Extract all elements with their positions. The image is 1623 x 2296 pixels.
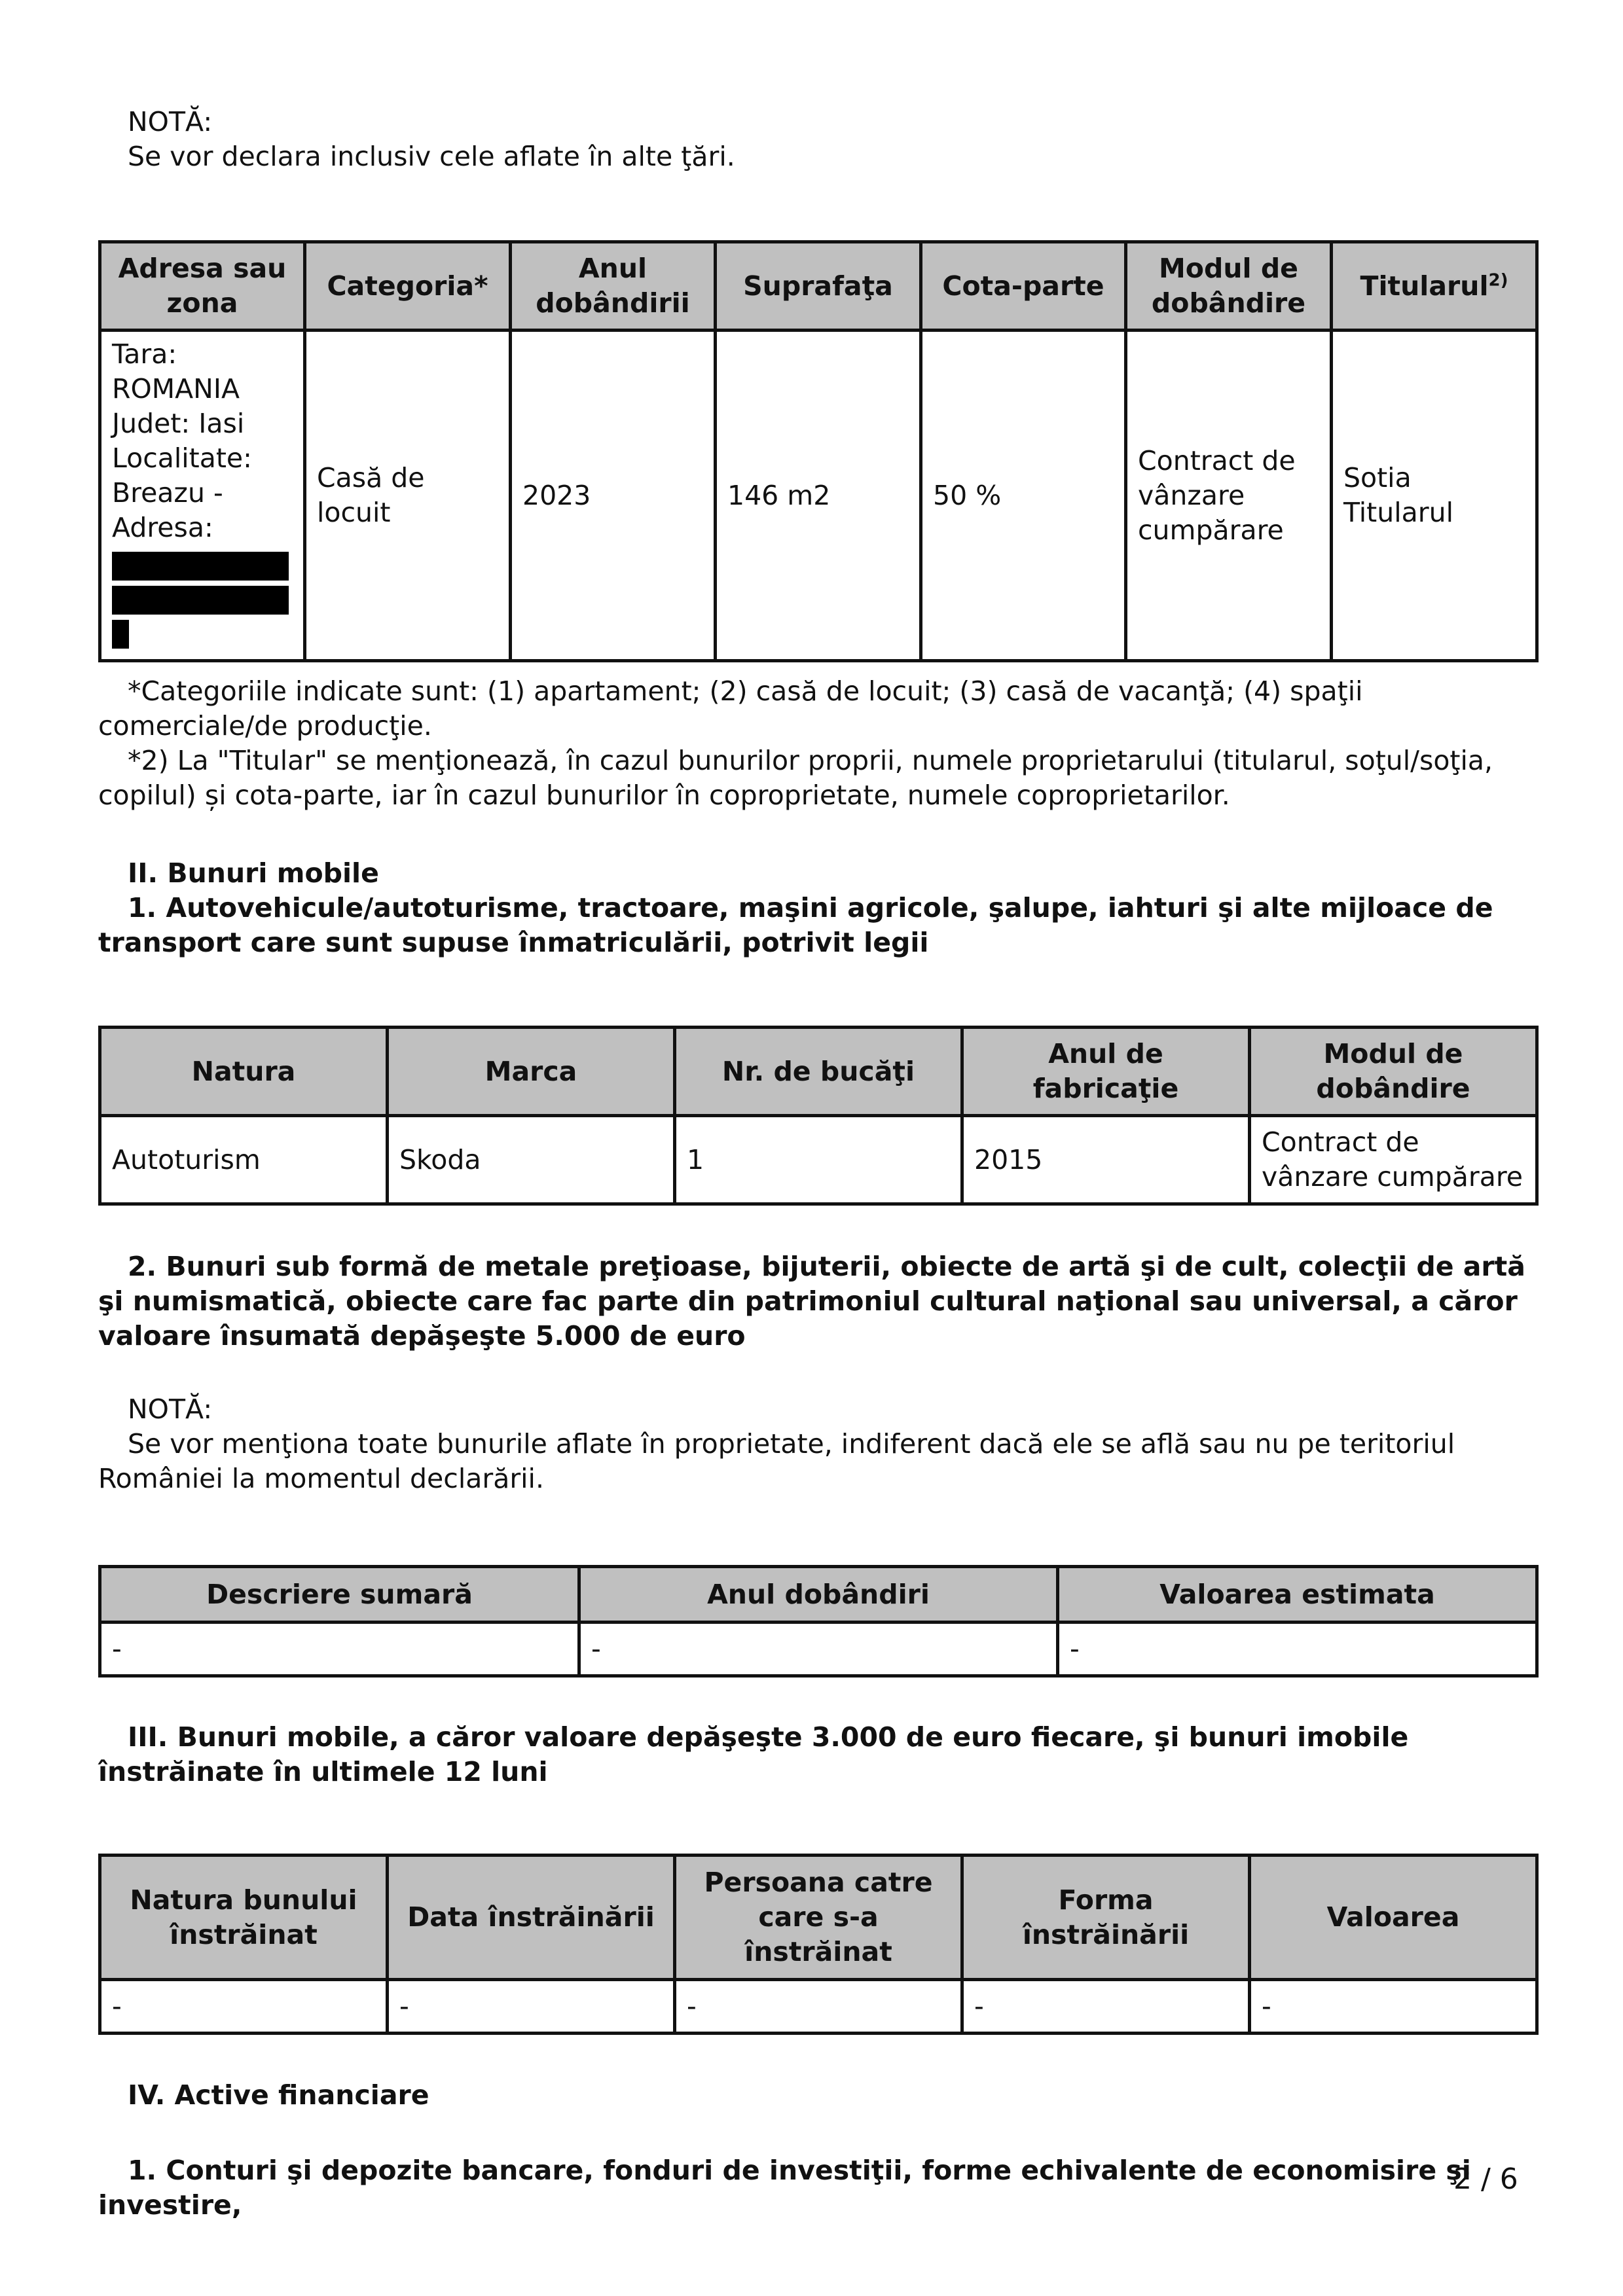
note-label: NOTĂ: [128, 106, 213, 137]
holder-label: Titularul [1360, 270, 1489, 302]
col-header-acquisition-mode: Modul de dobândire [1250, 1028, 1537, 1116]
cell-area: 146 m2 [716, 331, 921, 661]
precious-goods-table-wrap [98, 1565, 1535, 1677]
col-header-manufacture-year: Anul de fabricaţie [962, 1028, 1250, 1116]
holder-footnote-mark: 2) [1488, 270, 1508, 290]
alienated-goods-table [98, 1854, 1539, 2035]
col-header-date: Data înstrăinării [388, 1856, 675, 1980]
col-header-brand: Marca [388, 1028, 675, 1116]
section-title: II. Bunuri mobile [128, 857, 379, 889]
cell-date: - [388, 1980, 675, 2034]
cell-value: - [1250, 1980, 1537, 2034]
section-title: IV. Active financiare [128, 2079, 429, 2111]
alienated-goods-table-wrap [98, 1854, 1535, 2035]
footnotes [98, 674, 1535, 813]
footnote-categories: *Categoriile indicate sunt: (1) apartament; (2) casă de locuit; (3) casă de vacanţă; (4) spaţii comerciale/de producţie. [98, 675, 1363, 742]
col-header-year: Anul dobândirii [511, 242, 716, 331]
col-header-address: Adresa sau zona [100, 242, 305, 331]
table-row [100, 331, 1537, 661]
subsection-2-heading [98, 1249, 1535, 1354]
cell-share: 50 % [921, 331, 1126, 661]
cell-form: - [962, 1980, 1250, 2034]
cell-brand: Skoda [388, 1116, 675, 1204]
col-header-description: Descriere sumară [100, 1567, 579, 1623]
cell-count: 1 [675, 1116, 962, 1204]
note-text: Se vor declara inclusiv cele aflate în alte ţări. [128, 141, 735, 172]
cell-value: - [1058, 1623, 1537, 1676]
section-iv-heading [98, 2078, 1535, 2113]
redaction-bar [112, 586, 289, 615]
col-header-acquisition-mode: Modul de dobândire [1126, 242, 1332, 331]
cell-description: - [100, 1623, 579, 1676]
cell-year: 2023 [511, 331, 716, 661]
col-header-recipient: Persoana catre care s-a înstrăinat [675, 1856, 962, 1980]
section-ii-heading [98, 856, 1535, 960]
table-row [100, 1980, 1537, 2034]
col-header-category: Categoria* [305, 242, 511, 331]
cell-acquisition-mode: Contract de vânzare cumpărare [1126, 331, 1332, 661]
col-header-nature: Natura bunului înstrăinat [100, 1856, 388, 1980]
col-header-value: Valoarea estimata [1058, 1567, 1537, 1623]
table-header-row [100, 1856, 1537, 1980]
table-row [100, 1116, 1537, 1204]
table-row [100, 1623, 1537, 1676]
table-header-row [100, 1567, 1537, 1623]
real-estate-table [98, 240, 1539, 662]
cell-manufacture-year: 2015 [962, 1116, 1250, 1204]
precious-goods-table [98, 1565, 1539, 1677]
cell-nature: - [100, 1980, 388, 2034]
page-number: 2 / 6 [1453, 2162, 1518, 2196]
cell-holder: Sotia Titularul [1332, 331, 1537, 661]
cell-acquisition-mode: Contract de vânzare cumpărare [1250, 1116, 1537, 1204]
redaction-bar [112, 620, 129, 649]
table-header-row [100, 1028, 1537, 1116]
note-text: Se vor menţiona toate bunurile aflate în proprietate, indiferent dacă ele se află sau nu pe teritoriul României la momentul declarării. [98, 1428, 1455, 1494]
real-estate-table-wrap [98, 240, 1535, 662]
redaction-bar [112, 552, 289, 581]
vehicles-table [98, 1026, 1539, 1206]
note-block [98, 1392, 1535, 1496]
col-header-nature: Natura [100, 1028, 388, 1116]
cell-category: Casă de locuit [305, 331, 511, 661]
address-text: Tara: ROMANIA Judet: Iasi Localitate: Breazu - Adresa: [112, 338, 252, 543]
col-header-area: Suprafaţa [716, 242, 921, 331]
section-iv-subheading [98, 2153, 1535, 2223]
col-header-share: Cota-parte [921, 242, 1126, 331]
cell-year: - [579, 1623, 1058, 1676]
subsection-title: 1. Autovehicule/autoturisme, tractoare, maşini agricole, şalupe, iahturi şi alte mijloace de transport care sunt supuse înmatriculării, potrivit legii [98, 892, 1493, 958]
table-header-row [100, 242, 1537, 331]
note-block [98, 105, 1535, 174]
subsection-title: 2. Bunuri sub formă de metale preţioase, bijuterii, obiecte de artă şi de cult, colecţii de artă şi numismatică, obiecte care fac parte din patrimoniul cultural naţional sau universal, a căror valoare însumată depăşeşte 5.000 de euro [98, 1251, 1525, 1352]
col-header-value: Valoarea [1250, 1856, 1537, 1980]
col-header-holder [1332, 242, 1537, 331]
footnote-holder: *2) La "Titular" se menţionează, în cazul bunurilor proprii, numele proprietarului (titularul, soţul/soţia, copilul) și cota-parte, iar în cazul bunurilor în coproprietate, numele coproprietarilor. [98, 745, 1493, 811]
section-title: III. Bunuri mobile, a căror valoare depăşeşte 3.000 de euro fiecare, şi bunuri imobile înstrăinate în ultimele 12 luni [98, 1721, 1409, 1787]
cell-address [100, 331, 305, 661]
note-label: NOTĂ: [128, 1393, 213, 1425]
cell-nature: Autoturism [100, 1116, 388, 1204]
section-iii-heading [98, 1720, 1535, 1789]
subsection-title: 1. Conturi şi depozite bancare, fonduri de investiţii, forme echivalente de economisire şi investire, [98, 2155, 1471, 2221]
col-header-year: Anul dobândiri [579, 1567, 1058, 1623]
col-header-count: Nr. de bucăţi [675, 1028, 962, 1116]
cell-recipient: - [675, 1980, 962, 2034]
vehicles-table-wrap [98, 1026, 1535, 1206]
col-header-form: Forma înstrăinării [962, 1856, 1250, 1980]
